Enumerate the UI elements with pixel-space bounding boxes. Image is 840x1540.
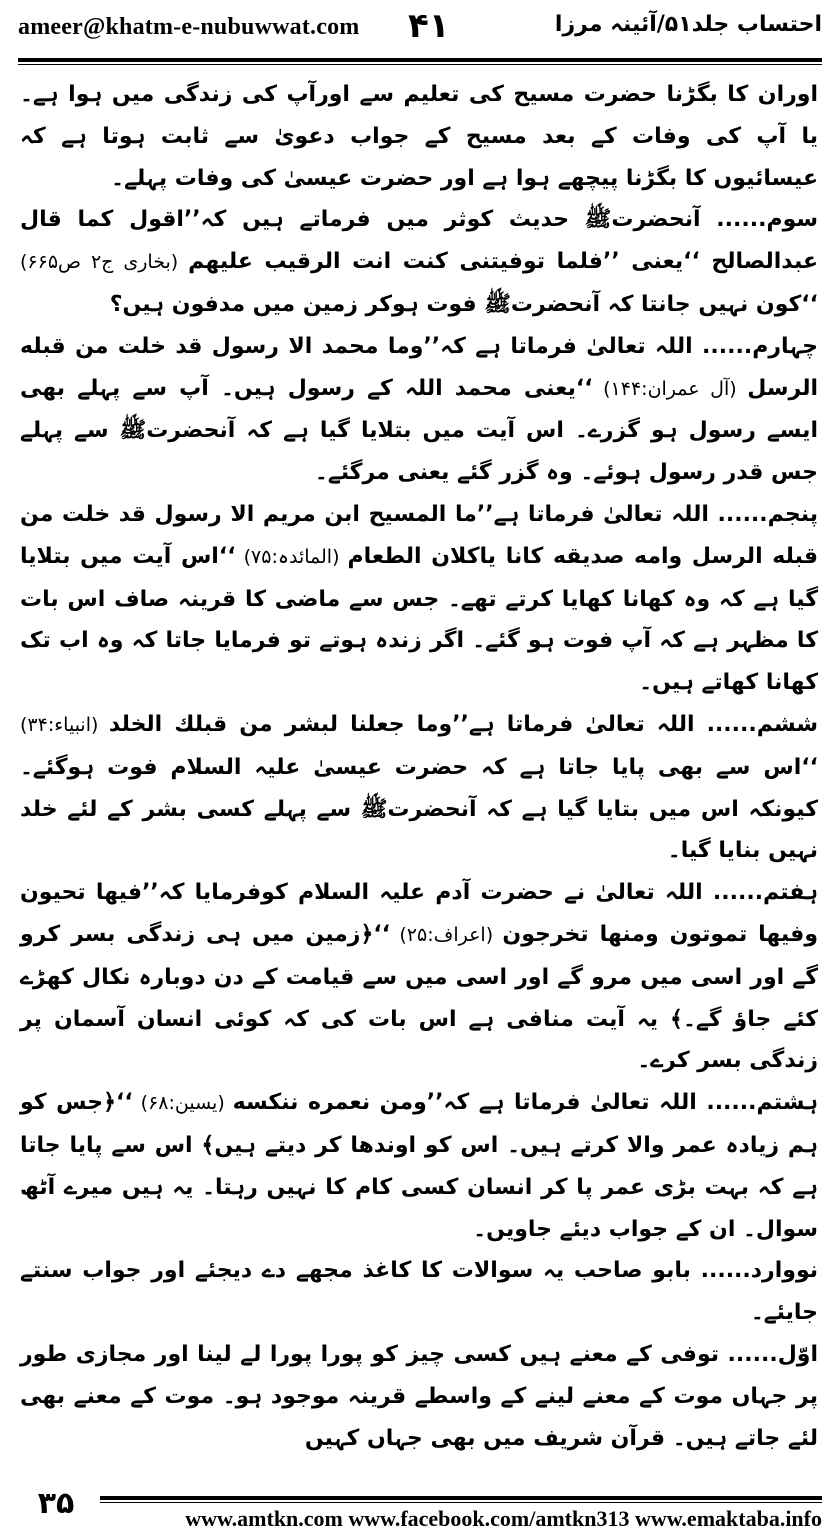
- arabic-quote: وما محمد الا رسول قد خلت من قبله الرسل: [20, 333, 819, 401]
- paragraph: [20, 872, 818, 1082]
- paragraph: [20, 704, 818, 872]
- arabic-quote: فلما توفیتنی کنت انت الرقیب علیهم: [188, 249, 603, 275]
- header-page-number: ۴۱: [408, 6, 450, 46]
- reference: (المائدہ:۷۵): [235, 545, 348, 568]
- urdu-text: اللہ تعالیٰ فرماتا ہے’’: [476, 501, 718, 527]
- paragraph: [20, 494, 818, 704]
- urdu-text: ‘‘﴿زمین میں ہی زندگی بسر کرو گے اور اسی میں مرو گے اور اسی میں سے قیامت کے دن دوبارہ نکال کھڑے کئے جاؤ گے۔﴾ یہ آیت منافی ہے اس بات کی کہ کوئی انسان آسمان پر زندگی بسر کرے۔: [20, 921, 818, 1074]
- paragraph-label: سوم......: [716, 207, 818, 233]
- urdu-text: اللہ تعالیٰ فرماتا ہے’’: [452, 711, 707, 737]
- paragraph-label: پنجم......: [717, 501, 818, 527]
- urdu-text: توفی کے معنے ہیں کسی چیز کو پورا پورا لے لینا اور مجازی طور پر جہاں موت کے معنے لینے کے واسطے قرینہ موجود ہو۔ موت کے معنے بھی لئے جاتے ہیں۔ قرآن شریف میں بھی جہاں کہیں: [20, 1341, 818, 1451]
- footer-rule-thin: [100, 1502, 822, 1503]
- paragraph: [20, 1082, 818, 1250]
- paragraph-label: اوّل......: [727, 1341, 818, 1367]
- header-email[interactable]: ameer@khatm-e-nubuwwat.com: [18, 14, 360, 40]
- footer-page-number: ۳۵: [37, 1486, 75, 1521]
- header-rule-thin: [18, 64, 822, 65]
- paragraph: [20, 1250, 818, 1334]
- reference: (بخاری ج۲ ص۶۶۵): [20, 251, 189, 274]
- paragraph: [20, 199, 818, 325]
- footer-rule-thick: [100, 1496, 822, 1500]
- arabic-quote: فیها تحیون وفیها تموتون ومنها تخرجون: [20, 880, 818, 947]
- arabic-quote: ومن نعمره ننکسه: [232, 1090, 427, 1116]
- paragraph-label: ہشتم......: [706, 1090, 818, 1116]
- header-rule-thick: [18, 58, 822, 62]
- reference: (انبیاء:۳۴): [20, 713, 109, 736]
- urdu-text: ‘‘﴿جس کو ہم زیادہ عمر والا کرتے ہیں۔ اس کو اوندھا کر دیتے ہیں﴾ اس سے پایا جاتا ہے کہ بہت بڑی عمر پا کر انسان کسی کام کا نہیں رہتا۔ یہ ہیں میرے آٹھ سوال۔ ان کے جواب دیئے جاویں۔: [20, 1090, 818, 1242]
- footer-links[interactable]: www.amtkn.com www.facebook.com/amtkn313 www.emaktaba.info: [185, 1506, 822, 1531]
- paragraph-label: چہارم......: [702, 333, 818, 359]
- urdu-text: اللہ تعالیٰ فرماتا ہے کہ’’: [426, 1090, 707, 1116]
- urdu-text: آنحضرتﷺ حدیث کوثر میں فرماتے ہیں کہ’’: [183, 207, 717, 233]
- arabic-quote: ما المسیح ابن مریم الا رسول قد خلت من قبله الرسل وامه صدیقه کانا یاکلان الطعام: [20, 501, 818, 569]
- paragraph-label: ہفتم......: [712, 880, 819, 906]
- paragraph: [20, 326, 818, 494]
- urdu-text: اوران کا بگڑنا حضرت مسیح کی تعلیم سے اورآپ کی زندگی میں ہوا ہے۔ یا آپ کی وفات کے بعد مسیح کے جواب دعویٰ سے ثابت ہوتا ہے کہ عیسائیوں کا بگڑنا پیچھے ہوا ہے اور حضرت عیسیٰ کی وفات پہلے۔: [20, 82, 818, 191]
- arabic-quote: اقول کما قال عبدالصالح: [20, 207, 818, 275]
- urdu-text: ‘‘یعنی محمد اللہ کے رسول ہیں۔ آپ سے پہلے بھی ایسے رسول ہو گزرے۔ اس آیت میں بتلایا گیا ہے کہ آنحضرتﷺ سے پہلے جس قدر رسول ہوئے۔ وہ گزر گئے یعنی مرگئے۔: [20, 375, 818, 486]
- arabic-quote: وما جعلنا لبشر من قبلك الخلد: [108, 711, 453, 737]
- paragraph-label: نووارد......: [700, 1258, 818, 1284]
- page-header: [18, 8, 822, 56]
- body-text: [20, 74, 818, 1474]
- reference: (یسین:۶۸): [132, 1092, 233, 1115]
- paragraph: [20, 74, 818, 199]
- urdu-text: بابو صاحب یہ سوالات کا کاغذ مجھے دے دیجئے اور جواب سنتے جایئے۔: [20, 1258, 818, 1326]
- reference: (اعراف:۲۵): [390, 923, 503, 946]
- running-title: احتساب جلد۵۱/آئینہ مرزا: [554, 12, 822, 37]
- urdu-text: ‘‘اس آیت میں بتلایا گیا ہے کہ وہ کھانا کھایا کرتے تھے۔ جس سے ماضی کا قرینہ صاف اس بات کا مظہر ہے کہ آپ فوت ہو گئے۔ اگر زندہ ہوتے تو فرمایا جاتا کہ وہ اب تک کھانا کھاتے ہیں۔: [20, 543, 818, 696]
- urdu-text: ‘‘یعنی ’’: [602, 249, 712, 275]
- page-footer: [18, 1480, 822, 1532]
- urdu-text: ‘‘اس سے بھی پایا جاتا ہے کہ حضرت عیسیٰ علیہ السلام فوت ہوگئے۔ کیونکہ اس میں بتایا گیا ہے کہ آنحضرتﷺ سے پہلے کسی بشر کے لئے خلد نہیں بنایا گیا۔: [20, 754, 818, 864]
- paragraph: [20, 1334, 818, 1459]
- urdu-text: اللہ تعالیٰ نے حضرت آدم علیہ السلام کوفرمایا کہ’’: [142, 880, 713, 906]
- reference: (آل عمران:۱۴۴): [592, 377, 748, 400]
- paragraph-label: ششم......: [706, 711, 818, 737]
- urdu-text: ‘‘کون نہیں جانتا کہ آنحضرتﷺ فوت ہوکر زمین میں مدفون ہیں؟: [109, 291, 818, 317]
- urdu-text: اللہ تعالیٰ فرماتا ہے کہ’’: [423, 333, 703, 359]
